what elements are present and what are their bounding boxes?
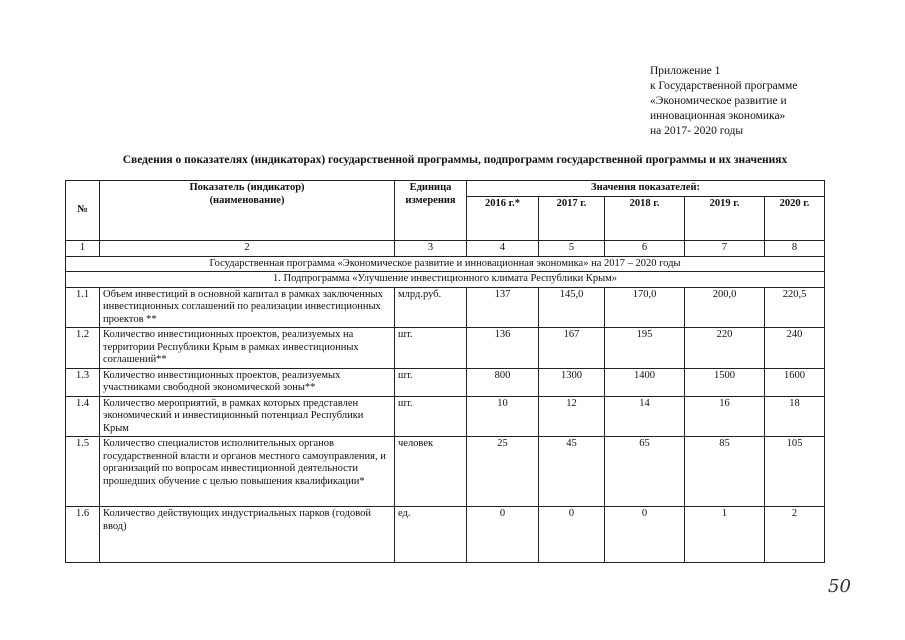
header-unit-line1: Единица <box>409 182 452 193</box>
header-no: № <box>66 181 100 241</box>
row-value: 145,0 <box>539 287 605 328</box>
row-value: 14 <box>605 396 685 437</box>
handwritten-page-number: 50 <box>828 576 851 597</box>
row-unit: ед. <box>395 507 467 563</box>
row-value: 800 <box>467 368 539 396</box>
row-value: 195 <box>605 328 685 369</box>
header-year: 2018 г. <box>605 197 685 241</box>
row-value: 220 <box>685 328 765 369</box>
row-indicator-name: Количество инвестиционных проектов, реализуемых участниками свободной экономической зоны** <box>100 368 395 396</box>
indicators-table <box>65 180 825 563</box>
appendix-note <box>650 64 850 139</box>
header-unit-line2: измерения <box>405 194 456 206</box>
header-values-group: Значения показателей: <box>467 181 825 197</box>
subprogram-band-row <box>66 272 825 288</box>
row-number: 1.2 <box>66 328 100 369</box>
row-value: 0 <box>467 507 539 563</box>
subprogram-band: 1. Подпрограмма «Улучшение инвестиционного климата Республики Крым» <box>66 272 825 288</box>
row-indicator-name: Объем инвестиций в основной капитал в рамках заключенных инвестиционных соглашений по реализации инвестиционных проектов ** <box>100 287 395 328</box>
table-row <box>66 368 825 396</box>
column-number: 6 <box>605 241 685 257</box>
column-number: 8 <box>765 241 825 257</box>
row-value: 25 <box>467 437 539 507</box>
row-unit: шт. <box>395 328 467 369</box>
row-value: 170,0 <box>605 287 685 328</box>
program-band-row <box>66 256 825 272</box>
table-row <box>66 396 825 437</box>
row-value: 0 <box>539 507 605 563</box>
row-indicator-name: Количество действующих индустриальных парков (годовой ввод) <box>100 507 395 563</box>
row-number: 1.4 <box>66 396 100 437</box>
document-title: Сведения о показателях (индикаторах) государственной программы, подпрограмм государственной программы и их значениях <box>122 154 788 166</box>
header-year: 2016 г.* <box>467 197 539 241</box>
row-value: 16 <box>685 396 765 437</box>
table-row <box>66 437 825 507</box>
column-number: 2 <box>100 241 395 257</box>
row-value: 12 <box>539 396 605 437</box>
row-value: 240 <box>765 328 825 369</box>
header-row-1 <box>66 181 825 197</box>
row-value: 45 <box>539 437 605 507</box>
column-number: 3 <box>395 241 467 257</box>
row-value: 167 <box>539 328 605 369</box>
program-band: Государственная программа «Экономическое развитие и инновационная экономика» на 2017 – 2020 годы <box>66 256 825 272</box>
column-number: 5 <box>539 241 605 257</box>
row-value: 1600 <box>765 368 825 396</box>
row-number: 1.6 <box>66 507 100 563</box>
row-value: 0 <box>605 507 685 563</box>
header-indicator-line2: (наименование) <box>209 194 285 206</box>
table-row <box>66 507 825 563</box>
row-value: 220,5 <box>765 287 825 328</box>
appendix-line-4: инновационная экономика» <box>650 110 786 122</box>
column-number: 1 <box>66 241 100 257</box>
row-value: 1400 <box>605 368 685 396</box>
appendix-line-3: «Экономическое развитие и <box>650 95 787 107</box>
row-value: 1300 <box>539 368 605 396</box>
header-indicator <box>100 181 395 241</box>
appendix-line-2: к Государственной программе <box>650 80 798 92</box>
row-indicator-name: Количество инвестиционных проектов, реализуемых на территории Республики Крым в рамках инвестиционных соглашений** <box>100 328 395 369</box>
row-value: 200,0 <box>685 287 765 328</box>
header-unit <box>395 181 467 241</box>
row-value: 2 <box>765 507 825 563</box>
header-year: 2020 г. <box>765 197 825 241</box>
row-value: 105 <box>765 437 825 507</box>
row-unit: человек <box>395 437 467 507</box>
row-value: 18 <box>765 396 825 437</box>
row-value: 65 <box>605 437 685 507</box>
row-value: 137 <box>467 287 539 328</box>
column-number: 7 <box>685 241 765 257</box>
row-indicator-name: Количество специалистов исполнительных органов государственной власти и органов местного самоуправления, и организаций по вопросам инвестиционной деятельности прошедших обучение с целью повышения квалификации* <box>100 437 395 507</box>
row-unit: шт. <box>395 396 467 437</box>
row-number: 1.1 <box>66 287 100 328</box>
row-unit: млрд.руб. <box>395 287 467 328</box>
header-year: 2019 г. <box>685 197 765 241</box>
column-number: 4 <box>467 241 539 257</box>
row-number: 1.3 <box>66 368 100 396</box>
header-indicator-line1: Показатель (индикатор) <box>189 182 305 193</box>
row-value: 85 <box>685 437 765 507</box>
appendix-line-1: Приложение 1 <box>650 65 721 77</box>
row-value: 136 <box>467 328 539 369</box>
header-year: 2017 г. <box>539 197 605 241</box>
row-unit: шт. <box>395 368 467 396</box>
column-numbers-row <box>66 241 825 257</box>
appendix-line-5: на 2017- 2020 годы <box>650 125 744 137</box>
row-value: 10 <box>467 396 539 437</box>
row-value: 1 <box>685 507 765 563</box>
table-row <box>66 287 825 328</box>
row-number: 1.5 <box>66 437 100 507</box>
table-row <box>66 328 825 369</box>
row-value: 1500 <box>685 368 765 396</box>
row-indicator-name: Количество мероприятий, в рамках которых представлен экономический и инвестиционный потенциал Республики Крым <box>100 396 395 437</box>
